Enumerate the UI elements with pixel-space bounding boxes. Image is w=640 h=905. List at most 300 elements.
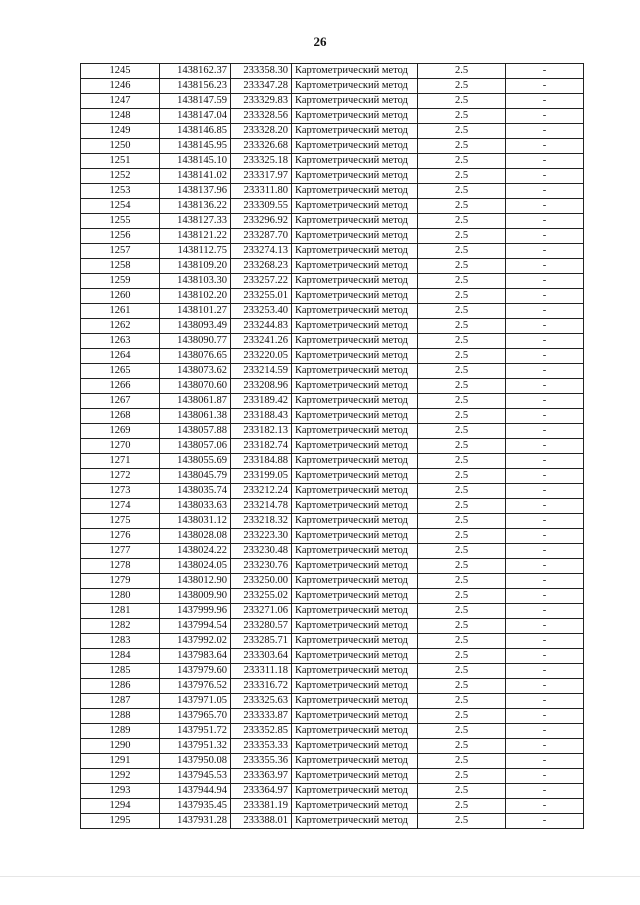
method-cell: Картометрический метод [292,409,418,424]
method-cell: Картометрический метод [292,709,418,724]
note-cell: - [506,769,584,784]
note-cell: - [506,394,584,409]
table-row [81,739,584,754]
y-coordinate-cell: 233325.63 [231,694,292,709]
note-cell: - [506,604,584,619]
y-coordinate-cell: 233303.64 [231,649,292,664]
y-coordinate-cell: 233220.05 [231,349,292,364]
note-cell: - [506,424,584,439]
x-coordinate-cell: 1438031.12 [160,514,231,529]
table-row [81,349,584,364]
y-coordinate-cell: 233325.18 [231,154,292,169]
accuracy-cell: 2.5 [418,814,506,829]
x-coordinate-cell: 1437999.96 [160,604,231,619]
table-row [81,814,584,829]
method-cell: Картометрический метод [292,169,418,184]
table-row [81,424,584,439]
method-cell: Картометрический метод [292,289,418,304]
note-cell: - [506,124,584,139]
accuracy-cell: 2.5 [418,154,506,169]
accuracy-cell: 2.5 [418,634,506,649]
x-coordinate-cell: 1437983.64 [160,649,231,664]
method-cell: Картометрический метод [292,664,418,679]
accuracy-cell: 2.5 [418,409,506,424]
method-cell: Картометрический метод [292,229,418,244]
y-coordinate-cell: 233268.23 [231,259,292,274]
table-row [81,754,584,769]
y-coordinate-cell: 233381.19 [231,799,292,814]
method-cell: Картометрический метод [292,319,418,334]
point-number-cell: 1293 [81,784,160,799]
point-number-cell: 1279 [81,574,160,589]
x-coordinate-cell: 1438141.02 [160,169,231,184]
table-row [81,679,584,694]
note-cell: - [506,379,584,394]
table-row [81,514,584,529]
point-number-cell: 1253 [81,184,160,199]
accuracy-cell: 2.5 [418,424,506,439]
x-coordinate-cell: 1438090.77 [160,334,231,349]
accuracy-cell: 2.5 [418,364,506,379]
point-number-cell: 1283 [81,634,160,649]
note-cell: - [506,589,584,604]
table-row [81,244,584,259]
y-coordinate-cell: 233329.83 [231,94,292,109]
note-cell: - [506,814,584,829]
table-row [81,469,584,484]
y-coordinate-cell: 233218.32 [231,514,292,529]
accuracy-cell: 2.5 [418,199,506,214]
point-number-cell: 1294 [81,799,160,814]
method-cell: Картометрический метод [292,364,418,379]
note-cell: - [506,259,584,274]
point-number-cell: 1264 [81,349,160,364]
note-cell: - [506,499,584,514]
accuracy-cell: 2.5 [418,454,506,469]
point-number-cell: 1284 [81,649,160,664]
x-coordinate-cell: 1437951.72 [160,724,231,739]
method-cell: Картометрический метод [292,559,418,574]
point-number-cell: 1251 [81,154,160,169]
table-row [81,94,584,109]
table-row [81,649,584,664]
point-number-cell: 1273 [81,484,160,499]
note-cell: - [506,514,584,529]
table-row [81,259,584,274]
accuracy-cell: 2.5 [418,169,506,184]
x-coordinate-cell: 1437931.28 [160,814,231,829]
accuracy-cell: 2.5 [418,799,506,814]
point-number-cell: 1257 [81,244,160,259]
accuracy-cell: 2.5 [418,379,506,394]
method-cell: Картометрический метод [292,739,418,754]
point-number-cell: 1269 [81,424,160,439]
note-cell: - [506,79,584,94]
y-coordinate-cell: 233212.24 [231,484,292,499]
accuracy-cell: 2.5 [418,304,506,319]
table-row [81,109,584,124]
scan-artifact-line [0,876,640,877]
x-coordinate-cell: 1438162.37 [160,64,231,79]
note-cell: - [506,439,584,454]
note-cell: - [506,634,584,649]
table-row [81,724,584,739]
method-cell: Картометрический метод [292,799,418,814]
accuracy-cell: 2.5 [418,604,506,619]
table-row [81,379,584,394]
point-number-cell: 1262 [81,319,160,334]
point-number-cell: 1289 [81,724,160,739]
point-number-cell: 1290 [81,739,160,754]
x-coordinate-cell: 1438103.30 [160,274,231,289]
note-cell: - [506,319,584,334]
method-cell: Картометрический метод [292,724,418,739]
y-coordinate-cell: 233255.02 [231,589,292,604]
table-row [81,304,584,319]
note-cell: - [506,679,584,694]
point-number-cell: 1256 [81,229,160,244]
y-coordinate-cell: 233188.43 [231,409,292,424]
y-coordinate-cell: 233255.01 [231,289,292,304]
y-coordinate-cell: 233333.87 [231,709,292,724]
accuracy-cell: 2.5 [418,709,506,724]
method-cell: Картометрический метод [292,679,418,694]
accuracy-cell: 2.5 [418,394,506,409]
x-coordinate-cell: 1437950.08 [160,754,231,769]
x-coordinate-cell: 1438101.27 [160,304,231,319]
note-cell: - [506,364,584,379]
y-coordinate-cell: 233230.76 [231,559,292,574]
method-cell: Картометрический метод [292,619,418,634]
point-number-cell: 1275 [81,514,160,529]
point-number-cell: 1268 [81,409,160,424]
accuracy-cell: 2.5 [418,94,506,109]
y-coordinate-cell: 233223.30 [231,529,292,544]
x-coordinate-cell: 1437945.53 [160,769,231,784]
y-coordinate-cell: 233214.78 [231,499,292,514]
note-cell: - [506,289,584,304]
table-row [81,454,584,469]
y-coordinate-cell: 233182.13 [231,424,292,439]
method-cell: Картометрический метод [292,199,418,214]
method-cell: Картометрический метод [292,379,418,394]
point-number-cell: 1271 [81,454,160,469]
point-number-cell: 1260 [81,289,160,304]
y-coordinate-cell: 233230.48 [231,544,292,559]
method-cell: Картометрический метод [292,214,418,229]
point-number-cell: 1267 [81,394,160,409]
x-coordinate-cell: 1438146.85 [160,124,231,139]
point-number-cell: 1278 [81,559,160,574]
y-coordinate-cell: 233347.28 [231,79,292,94]
method-cell: Картометрический метод [292,634,418,649]
accuracy-cell: 2.5 [418,484,506,499]
accuracy-cell: 2.5 [418,589,506,604]
note-cell: - [506,229,584,244]
table-row [81,484,584,499]
accuracy-cell: 2.5 [418,439,506,454]
y-coordinate-cell: 233358.30 [231,64,292,79]
note-cell: - [506,574,584,589]
x-coordinate-cell: 1438109.20 [160,259,231,274]
note-cell: - [506,199,584,214]
table-row [81,529,584,544]
note-cell: - [506,724,584,739]
x-coordinate-cell: 1438024.22 [160,544,231,559]
accuracy-cell: 2.5 [418,649,506,664]
y-coordinate-cell: 233271.06 [231,604,292,619]
point-number-cell: 1286 [81,679,160,694]
table-row [81,559,584,574]
point-number-cell: 1265 [81,364,160,379]
table-row [81,139,584,154]
y-coordinate-cell: 233296.92 [231,214,292,229]
table-row [81,184,584,199]
method-cell: Картометрический метод [292,754,418,769]
accuracy-cell: 2.5 [418,139,506,154]
accuracy-cell: 2.5 [418,229,506,244]
point-number-cell: 1246 [81,79,160,94]
method-cell: Картометрический метод [292,439,418,454]
point-number-cell: 1276 [81,529,160,544]
method-cell: Картометрический метод [292,589,418,604]
x-coordinate-cell: 1438055.69 [160,454,231,469]
table-row [81,364,584,379]
y-coordinate-cell: 233326.68 [231,139,292,154]
y-coordinate-cell: 233285.71 [231,634,292,649]
table-row [81,79,584,94]
y-coordinate-cell: 233328.20 [231,124,292,139]
note-cell: - [506,709,584,724]
method-cell: Картометрический метод [292,154,418,169]
table-row [81,604,584,619]
note-cell: - [506,754,584,769]
table-row [81,274,584,289]
note-cell: - [506,454,584,469]
accuracy-cell: 2.5 [418,319,506,334]
accuracy-cell: 2.5 [418,514,506,529]
table-row [81,169,584,184]
x-coordinate-cell: 1438057.06 [160,439,231,454]
note-cell: - [506,559,584,574]
point-number-cell: 1270 [81,439,160,454]
accuracy-cell: 2.5 [418,259,506,274]
x-coordinate-cell: 1438093.49 [160,319,231,334]
x-coordinate-cell: 1438070.60 [160,379,231,394]
note-cell: - [506,739,584,754]
accuracy-cell: 2.5 [418,769,506,784]
method-cell: Картометрический метод [292,334,418,349]
accuracy-cell: 2.5 [418,679,506,694]
method-cell: Картометрический метод [292,94,418,109]
y-coordinate-cell: 233250.00 [231,574,292,589]
accuracy-cell: 2.5 [418,544,506,559]
x-coordinate-cell: 1438121.22 [160,229,231,244]
method-cell: Картометрический метод [292,424,418,439]
method-cell: Картометрический метод [292,124,418,139]
point-number-cell: 1266 [81,379,160,394]
y-coordinate-cell: 233244.83 [231,319,292,334]
y-coordinate-cell: 233388.01 [231,814,292,829]
accuracy-cell: 2.5 [418,289,506,304]
y-coordinate-cell: 233274.13 [231,244,292,259]
method-cell: Картометрический метод [292,454,418,469]
table-row [81,499,584,514]
accuracy-cell: 2.5 [418,619,506,634]
x-coordinate-cell: 1437935.45 [160,799,231,814]
table-row [81,709,584,724]
x-coordinate-cell: 1438033.63 [160,499,231,514]
method-cell: Картометрический метод [292,784,418,799]
point-number-cell: 1254 [81,199,160,214]
note-cell: - [506,109,584,124]
point-number-cell: 1255 [81,214,160,229]
y-coordinate-cell: 233328.56 [231,109,292,124]
method-cell: Картометрический метод [292,544,418,559]
x-coordinate-cell: 1437944.94 [160,784,231,799]
x-coordinate-cell: 1437979.60 [160,664,231,679]
accuracy-cell: 2.5 [418,334,506,349]
point-number-cell: 1277 [81,544,160,559]
x-coordinate-cell: 1438057.88 [160,424,231,439]
note-cell: - [506,484,584,499]
point-number-cell: 1288 [81,709,160,724]
method-cell: Картометрический метод [292,499,418,514]
x-coordinate-cell: 1438009.90 [160,589,231,604]
x-coordinate-cell: 1438145.95 [160,139,231,154]
method-cell: Картометрический метод [292,604,418,619]
x-coordinate-cell: 1438073.62 [160,364,231,379]
accuracy-cell: 2.5 [418,244,506,259]
table-row [81,229,584,244]
note-cell: - [506,214,584,229]
point-number-cell: 1259 [81,274,160,289]
accuracy-cell: 2.5 [418,469,506,484]
method-cell: Картометрический метод [292,574,418,589]
note-cell: - [506,469,584,484]
x-coordinate-cell: 1437994.54 [160,619,231,634]
y-coordinate-cell: 233353.33 [231,739,292,754]
x-coordinate-cell: 1438045.79 [160,469,231,484]
method-cell: Картометрический метод [292,514,418,529]
table-row [81,289,584,304]
page-number: 26 [313,34,327,49]
point-number-cell: 1280 [81,589,160,604]
accuracy-cell: 2.5 [418,664,506,679]
table-row [81,64,584,79]
method-cell: Картометрический метод [292,139,418,154]
note-cell: - [506,529,584,544]
table-row [81,124,584,139]
table-row [81,319,584,334]
accuracy-cell: 2.5 [418,784,506,799]
x-coordinate-cell: 1437951.32 [160,739,231,754]
note-cell: - [506,334,584,349]
point-number-cell: 1263 [81,334,160,349]
accuracy-cell: 2.5 [418,349,506,364]
y-coordinate-cell: 233287.70 [231,229,292,244]
x-coordinate-cell: 1438012.90 [160,574,231,589]
y-coordinate-cell: 233214.59 [231,364,292,379]
accuracy-cell: 2.5 [418,184,506,199]
note-cell: - [506,664,584,679]
table-row [81,769,584,784]
y-coordinate-cell: 233241.26 [231,334,292,349]
method-cell: Картометрический метод [292,109,418,124]
x-coordinate-cell: 1438112.75 [160,244,231,259]
note-cell: - [506,139,584,154]
x-coordinate-cell: 1438136.22 [160,199,231,214]
y-coordinate-cell: 233189.42 [231,394,292,409]
point-number-cell: 1287 [81,694,160,709]
method-cell: Картометрический метод [292,64,418,79]
y-coordinate-cell: 233309.55 [231,199,292,214]
point-number-cell: 1272 [81,469,160,484]
method-cell: Картометрический метод [292,304,418,319]
point-number-cell: 1261 [81,304,160,319]
note-cell: - [506,649,584,664]
x-coordinate-cell: 1437971.05 [160,694,231,709]
point-number-cell: 1282 [81,619,160,634]
note-cell: - [506,799,584,814]
note-cell: - [506,694,584,709]
method-cell: Картометрический метод [292,274,418,289]
note-cell: - [506,244,584,259]
method-cell: Картометрический метод [292,649,418,664]
y-coordinate-cell: 233280.57 [231,619,292,634]
accuracy-cell: 2.5 [418,529,506,544]
x-coordinate-cell: 1438076.65 [160,349,231,364]
table-row [81,634,584,649]
method-cell: Картометрический метод [292,79,418,94]
x-coordinate-cell: 1438137.96 [160,184,231,199]
method-cell: Картометрический метод [292,184,418,199]
point-number-cell: 1245 [81,64,160,79]
table-row [81,589,584,604]
x-coordinate-cell: 1438024.05 [160,559,231,574]
y-coordinate-cell: 233311.18 [231,664,292,679]
y-coordinate-cell: 233182.74 [231,439,292,454]
note-cell: - [506,409,584,424]
y-coordinate-cell: 233311.80 [231,184,292,199]
x-coordinate-cell: 1438147.04 [160,109,231,124]
x-coordinate-cell: 1438035.74 [160,484,231,499]
accuracy-cell: 2.5 [418,124,506,139]
y-coordinate-cell: 233352.85 [231,724,292,739]
accuracy-cell: 2.5 [418,724,506,739]
method-cell: Картометрический метод [292,259,418,274]
method-cell: Картометрический метод [292,394,418,409]
note-cell: - [506,349,584,364]
table-row [81,439,584,454]
y-coordinate-cell: 233317.97 [231,169,292,184]
point-number-cell: 1285 [81,664,160,679]
coordinates-table [80,63,584,829]
accuracy-cell: 2.5 [418,109,506,124]
y-coordinate-cell: 233364.97 [231,784,292,799]
accuracy-cell: 2.5 [418,754,506,769]
accuracy-cell: 2.5 [418,214,506,229]
note-cell: - [506,169,584,184]
table-row [81,799,584,814]
note-cell: - [506,274,584,289]
method-cell: Картометрический метод [292,814,418,829]
table-row [81,154,584,169]
accuracy-cell: 2.5 [418,694,506,709]
note-cell: - [506,64,584,79]
method-cell: Картометрический метод [292,244,418,259]
x-coordinate-cell: 1438028.08 [160,529,231,544]
